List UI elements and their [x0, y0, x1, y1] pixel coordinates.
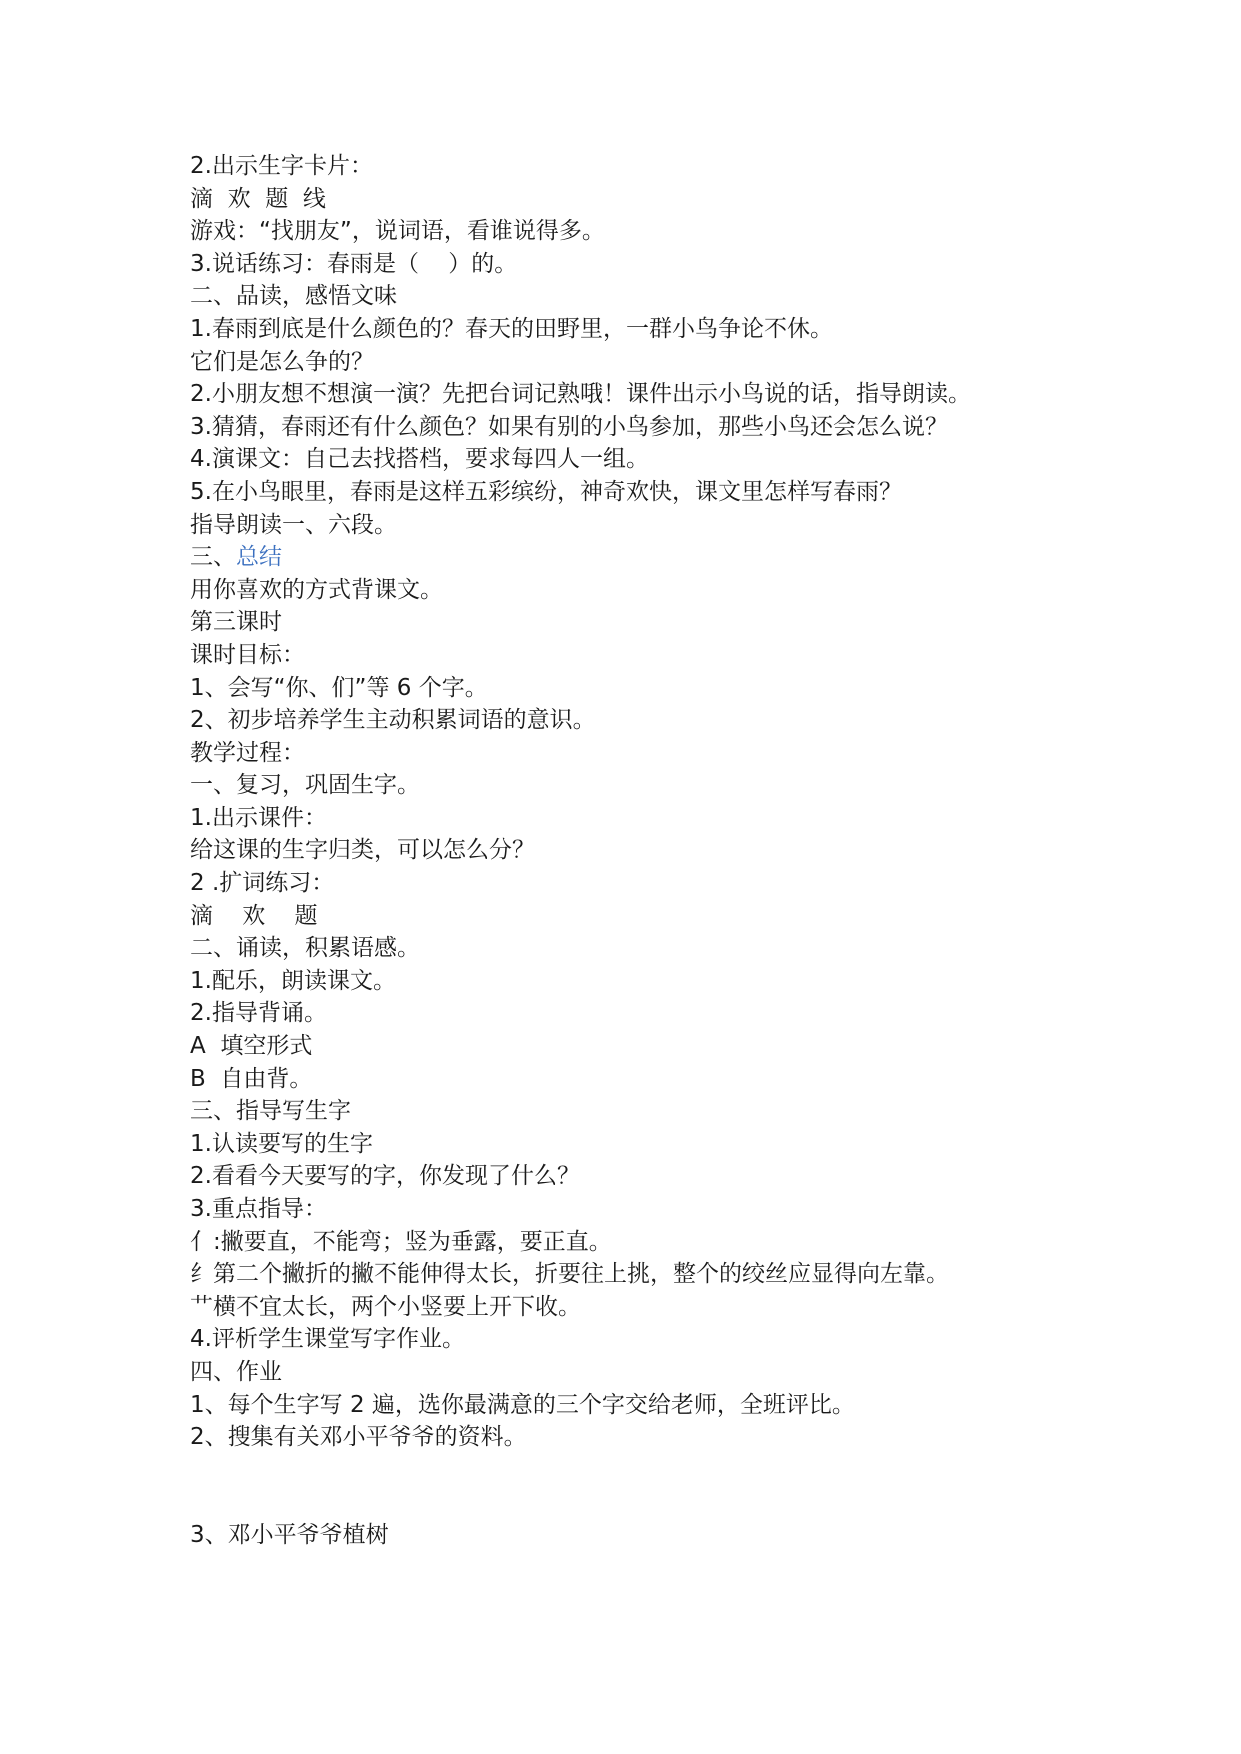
text-line: A 填空形式: [190, 1033, 313, 1060]
text-line: 5.在小鸟眼里，春雨是这样五彩缤纷，神奇欢快，课文里怎样写春雨？: [190, 478, 902, 505]
text-line: 给这课的生字归类，可以怎么分？: [190, 837, 535, 864]
text-line: 1.春雨到底是什么颜色的？春天的田野里，一群小鸟争论不休。: [190, 315, 833, 342]
text-line: 2.小朋友想不想演一演？先把台词记熟哦！课件出示小鸟说的话，指导朗读。: [190, 381, 971, 408]
text-line: 3.猜猜，春雨还有什么颜色？如果有别的小鸟参加，那些小鸟还会怎么说？: [190, 413, 948, 440]
text-line: 用你喜欢的方式背课文。: [190, 576, 443, 603]
next-lesson-title: 3、邓小平爷爷植树: [190, 1521, 389, 1548]
section-heading: 二、品读，感悟文味: [190, 283, 397, 310]
text-line: 2、初步培养学生主动积累词语的意识。: [190, 707, 596, 734]
text-line: 纟第二个撇折的撇不能伸得太长，折要往上挑，整个的绞丝应显得向左靠。: [190, 1261, 949, 1288]
section-heading: 一、复习，巩固生字。: [190, 772, 420, 799]
text-line: 滴 欢 题 线: [190, 185, 326, 212]
section-prefix: 三、: [190, 544, 236, 571]
text-line: 滴 欢 题: [190, 902, 318, 929]
text-line: 艹横不宜太长，两个小竖要上开下收。: [190, 1293, 581, 1320]
content-block-1: [190, 150, 1090, 541]
section-heading: 二、诵读，积累语感。: [190, 935, 420, 962]
text-line: 它们是怎么争的？: [190, 348, 374, 375]
section-heading: 三、指导写生字: [190, 1098, 351, 1125]
section-heading: 四、作业: [190, 1358, 282, 1385]
text-line: 3.重点指导：: [190, 1196, 327, 1222]
text-line: 教学过程：: [190, 739, 305, 766]
text-line: B 自由背。: [190, 1065, 313, 1092]
text-line: 2.指导背诵。: [190, 1000, 327, 1027]
text-line: 2.看看今天要写的字，你发现了什么？: [190, 1163, 580, 1190]
text-line: 1.认读要写的生字: [190, 1130, 373, 1157]
lesson-heading: 第三课时: [190, 609, 282, 636]
document-page: [190, 150, 1090, 1551]
text-line: 1、会写“你、们”等 6 个字。: [190, 674, 488, 701]
text-line: 2 .扩词练习：: [190, 870, 335, 897]
text-line: 游戏：“找朋友”，说词语，看谁说得多。: [190, 218, 605, 245]
text-line: 亻:撇要直，不能弯；竖为垂露，要正直。: [190, 1228, 612, 1255]
text-line: 3.说话练习：春雨是（ ）的。: [190, 250, 518, 277]
text-line: 指导朗读一、六段。: [190, 511, 397, 538]
text-line: 1.配乐，朗读课文。: [190, 967, 396, 994]
text-line: 2.出示生字卡片：: [190, 153, 373, 179]
text-line: 课时目标：: [190, 641, 305, 668]
section-heading-summary: [190, 541, 1090, 574]
text-line: 4.演课文：自己去找搭档，要求每四人一组。: [190, 446, 649, 473]
text-line: 1.出示课件：: [190, 804, 327, 831]
text-line: 4.评析学生课堂写字作业。: [190, 1326, 465, 1353]
summary-link[interactable]: 总结: [236, 544, 282, 571]
text-line: 1、每个生字写 2 遍，选你最满意的三个字交给老师，全班评比。: [190, 1391, 855, 1418]
content-block-2: [190, 574, 1090, 1454]
text-line: 2、搜集有关邓小平爷爷的资料。: [190, 1424, 527, 1451]
spacer: [190, 1454, 1090, 1519]
